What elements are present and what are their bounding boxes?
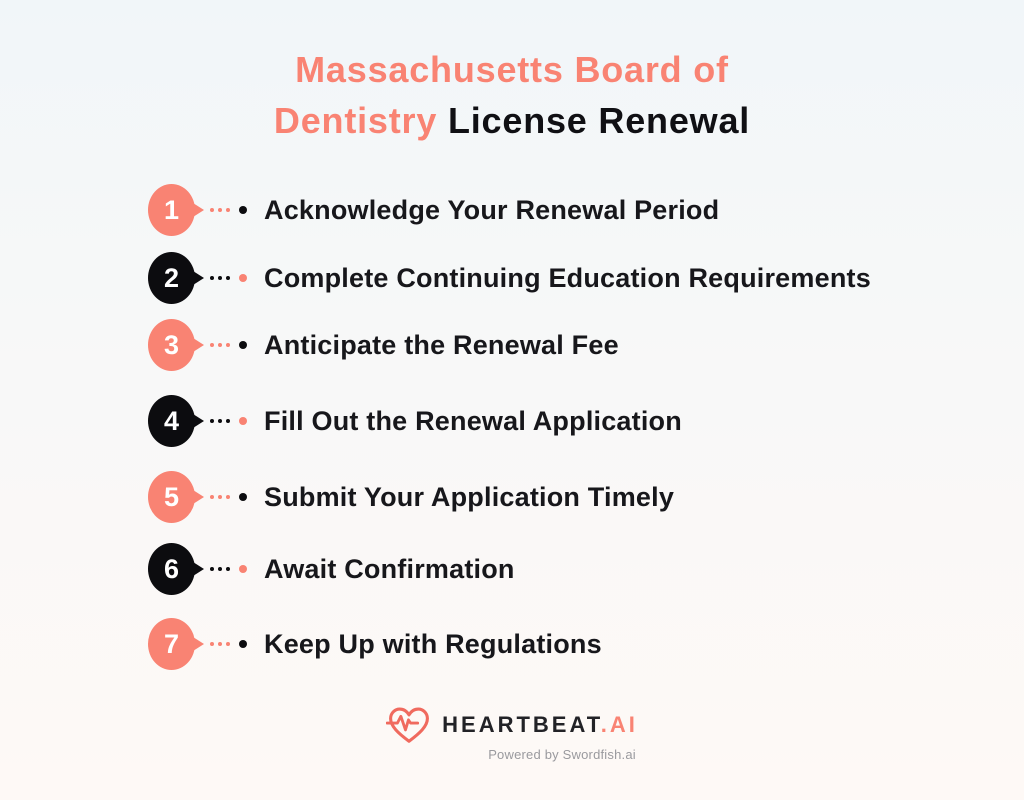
step-label: Complete Continuing Education Requirements [264, 262, 871, 293]
connector-dots-icon [210, 495, 230, 499]
step-number: 5 [163, 481, 180, 512]
title-rest-text: License Renewal [437, 100, 751, 141]
step-number: 4 [163, 405, 180, 436]
connector-dots-icon [210, 208, 230, 212]
connector-dots-icon [210, 276, 230, 280]
title-line1-text: Massachusetts Board of [295, 49, 729, 90]
step-number: 7 [163, 628, 180, 659]
bullet-dot-icon [239, 274, 247, 282]
badge-tail-icon [193, 637, 204, 651]
connector-dots-icon [210, 343, 230, 347]
step-number-badge [148, 471, 195, 523]
list-item [148, 471, 674, 523]
bullet-dot-icon [239, 341, 247, 349]
brand-logo [386, 704, 638, 762]
list-item [148, 184, 719, 236]
step-label: Acknowledge Your Renewal Period [264, 194, 720, 225]
step-number-badge [148, 543, 195, 595]
badge-tail-icon [193, 414, 204, 428]
brand-tagline: Powered by Swordfish.ai [488, 747, 636, 762]
step-number-badge [148, 395, 195, 447]
bullet-dot-icon [239, 417, 247, 425]
footer [0, 704, 1024, 762]
list-item [148, 319, 619, 371]
step-label: Fill Out the Renewal Application [264, 405, 682, 436]
brand-suffix: .AI [600, 712, 638, 737]
step-number: 3 [163, 329, 180, 360]
connector-dots-icon [210, 419, 230, 423]
step-label: Anticipate the Renewal Fee [264, 329, 619, 360]
step-number-badge [148, 252, 195, 304]
bullet-dot-icon [239, 206, 247, 214]
list-item [148, 395, 682, 447]
step-number-badge [148, 184, 195, 236]
bullet-dot-icon [239, 493, 247, 501]
step-number: 2 [163, 262, 180, 293]
list-item [148, 543, 515, 595]
badge-tail-icon [193, 562, 204, 576]
step-label: Keep Up with Regulations [264, 628, 602, 659]
bullet-dot-icon [239, 565, 247, 573]
brand-name [442, 712, 638, 738]
step-number: 6 [163, 553, 180, 584]
step-number-badge [148, 319, 195, 371]
heart-ekg-icon [386, 704, 432, 746]
brand-text: HEARTBEAT [442, 712, 601, 737]
badge-tail-icon [193, 338, 204, 352]
step-number-badge [148, 618, 195, 670]
badge-tail-icon [193, 271, 204, 285]
badge-tail-icon [193, 203, 204, 217]
step-label: Submit Your Application Timely [264, 481, 675, 512]
badge-tail-icon [193, 490, 204, 504]
list-item [148, 618, 602, 670]
connector-dots-icon [210, 642, 230, 646]
bullet-dot-icon [239, 640, 247, 648]
list-item [148, 252, 871, 304]
title-accent-text: Dentistry [273, 100, 438, 141]
connector-dots-icon [210, 567, 230, 571]
step-label: Await Confirmation [264, 553, 515, 584]
step-number: 1 [163, 194, 180, 225]
